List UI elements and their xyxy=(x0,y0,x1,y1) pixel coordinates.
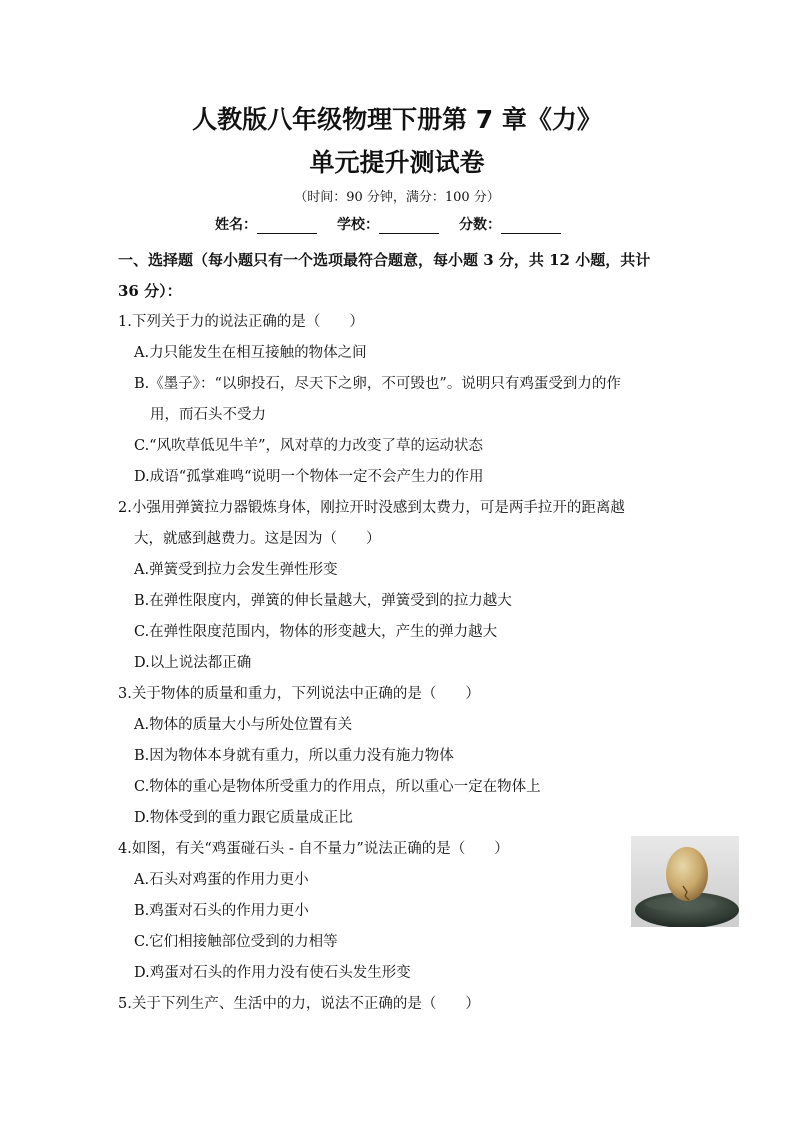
score-label: 分数： xyxy=(459,217,501,233)
name-field xyxy=(215,214,317,234)
question-5 xyxy=(118,989,678,1020)
score-field xyxy=(459,214,561,234)
answer-option: B.《墨子》：“以卵投石，尽天下之卵，不可毁也”。说明只有鸡蛋受到力的作 xyxy=(134,376,621,392)
answer-option: C.在弹性限度范围内，物体的形变越大，产生的弹力越大 xyxy=(134,624,498,640)
answer-option: 用，而石头不受力 xyxy=(150,407,266,423)
question-3 xyxy=(118,679,678,834)
answer-option: C.“风吹草低见牛羊”，风对草的力改变了草的运动状态 xyxy=(134,438,484,454)
time-and-score-note: （时间：90 分钟，满分：100 分） xyxy=(294,190,500,205)
egg-on-stone-photo xyxy=(631,836,739,927)
question-stem: 2.小强用弹簧拉力器锻炼身体，刚拉开时没感到太费力，可是两手拉开的距离越 xyxy=(118,500,625,516)
section-heading-line: 36 分）： xyxy=(118,282,182,300)
answer-option: B.鸡蛋对石头的作用力更小 xyxy=(134,903,309,919)
answer-option: C.它们相接触部位受到的力相等 xyxy=(134,934,338,950)
school-blank xyxy=(379,219,439,234)
question-stem: 4.如图，有关“鸡蛋碰石头 - 自不量力”说法正确的是（ ） xyxy=(118,841,509,857)
answer-option: D.成语“孤掌难鸣“说明一个物体一定不会产生力的作用 xyxy=(134,469,484,485)
question-stem: 5.关于下列生产、生活中的力，说法不正确的是（ ） xyxy=(118,996,480,1012)
answer-option: D.鸡蛋对石头的作用力没有使石头发生形变 xyxy=(134,965,411,981)
question-stem: 3.关于物体的质量和重力，下列说法中正确的是（ ） xyxy=(118,686,480,702)
name-blank xyxy=(257,219,317,234)
answer-option: B.在弹性限度内，弹簧的伸长量越大，弹簧受到的拉力越大 xyxy=(134,593,512,609)
school-field xyxy=(337,214,439,234)
question-4 xyxy=(118,834,678,989)
answer-option: A.物体的质量大小与所处位置有关 xyxy=(134,717,353,733)
answer-option: C.物体的重心是物体所受重力的作用点，所以重心一定在物体上 xyxy=(134,779,541,795)
answer-option: D.以上说法都正确 xyxy=(134,655,252,671)
score-blank xyxy=(501,219,561,234)
section-heading-line: 一、选择题（每小题只有一个选项最符合题意，每小题 3 分，共 12 小题，共计 xyxy=(118,251,651,269)
school-label: 学校： xyxy=(337,217,379,233)
question-stem: 大，就感到越费力。这是因为（ ） xyxy=(134,531,381,547)
exam-title: 人教版八年级物理下册第 7 章《力》 xyxy=(192,105,602,134)
section-heading xyxy=(118,245,678,307)
student-info-row xyxy=(215,214,561,234)
name-label: 姓名： xyxy=(215,217,257,233)
question-list xyxy=(118,307,678,1020)
answer-option: A.力只能发生在相互接触的物体之间 xyxy=(134,345,367,361)
answer-option: B.因为物体本身就有重力，所以重力没有施力物体 xyxy=(134,748,454,764)
question-stem: 1.下列关于力的说法正确的是（ ） xyxy=(118,314,364,330)
answer-option: D.物体受到的重力跟它质量成正比 xyxy=(134,810,353,826)
question-1 xyxy=(118,307,678,493)
answer-option: A.石头对鸡蛋的作用力更小 xyxy=(134,872,309,888)
answer-option: A.弹簧受到拉力会发生弹性形变 xyxy=(134,562,338,578)
exam-subtitle-title: 单元提升测试卷 xyxy=(309,148,485,177)
question-2 xyxy=(118,493,678,679)
